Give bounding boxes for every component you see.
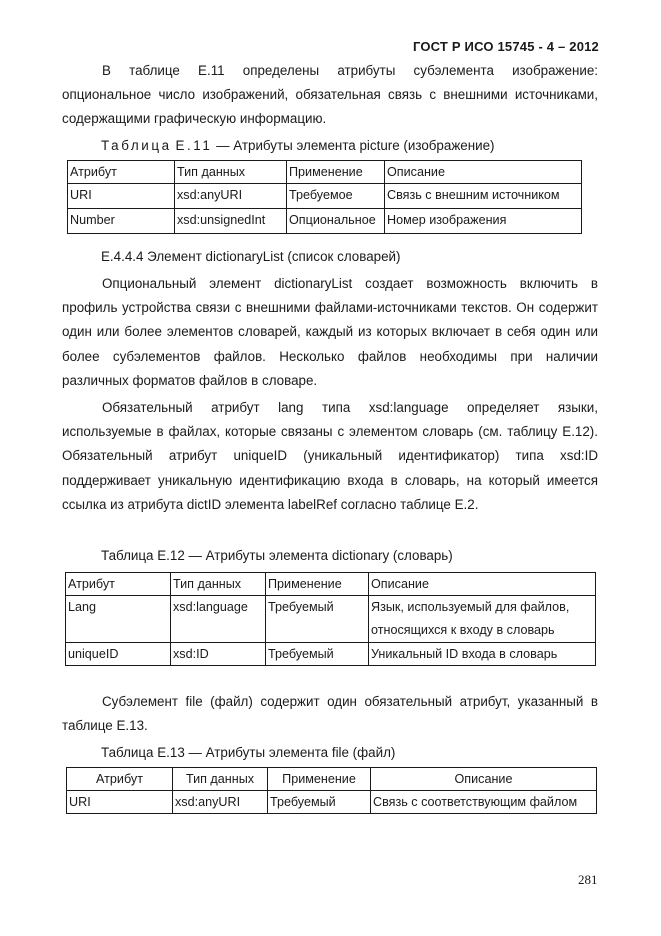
table-11 [67,160,582,234]
table-13-header-cell: Атрибут [67,768,173,791]
section-heading: Е.4.4.4 Элемент dictionaryList (список словарей) [101,249,401,264]
paragraph-3 [62,396,598,517]
table-row [66,643,596,666]
table-cell: URI [68,184,175,209]
table-13-header-row [67,768,597,791]
table-cell: xsd:anyURI [175,184,287,209]
paragraph-3-text: Обязательный атрибут lang типа xsd:language определяет языки, используемые в файлах, которые связаны с элементом словарь (см. таблицу Е.12). Обязательный атрибут uniqueID (уникальный идентификатор) типа xsd:ID поддерживает уникальную идентификацию входа в словарь, на который имеется ссылка из атрибута dictID элемента labelRef согласно таблице Е.2. [62,400,598,512]
table-11-caption-rest: — Атрибуты элемента picture (изображение) [216,138,495,153]
table-cell: uniqueID [66,643,171,666]
table-11-header-cell: Применение [287,161,385,184]
table-cell: Требуемый [266,643,369,666]
table-12-header-cell: Атрибут [66,573,171,596]
paragraph-4 [62,690,598,738]
table-cell: Number [68,209,175,234]
table-13-caption: Таблица Е.13 — Атрибуты элемента file (файл) [101,745,396,760]
table-12-header-row [66,573,596,596]
table-cell: xsd:unsignedInt [175,209,287,234]
paragraph-1-text: В таблице Е.11 определены атрибуты субэлемента изображение: опциональное число изображений, обязательная связь с внешними источниками, содержащими графическую информацию. [62,63,598,127]
table-13-header-cell: Тип данных [173,768,268,791]
table-11-header-cell: Тип данных [175,161,287,184]
table-11-caption [101,137,495,155]
table-cell: xsd:ID [171,643,266,666]
document-header: ГОСТ Р ИСО 15745 - 4 – 2012 [412,39,599,54]
table-row [68,209,582,234]
table-11-header-cell: Описание [385,161,582,184]
paragraph-1 [62,59,598,132]
table-row [67,791,597,814]
table-13-header-cell: Описание [371,768,597,791]
paragraph-4-text: Субэлемент file (файл) содержит один обязательный атрибут, указанный в таблице Е.13. [62,694,598,734]
table-cell: Требуемый [266,596,369,643]
table-row [68,184,582,209]
table-12-header-cell: Тип данных [171,573,266,596]
table-cell: Связь с внешним источником [385,184,582,209]
page-number: 281 [578,872,598,887]
table-cell: Номер изображения [385,209,582,234]
table-cell: Требуемый [268,791,371,814]
table-cell: Язык, используемый для файлов, относящихся к входу в словарь [369,596,596,643]
table-13-header-cell: Применение [268,768,371,791]
table-row [66,596,596,643]
table-cell: Требуемое [287,184,385,209]
table-12-header-cell: Описание [369,573,596,596]
table-cell: Опциональное [287,209,385,234]
table-12-header-cell: Применение [266,573,369,596]
table-11-header-row [68,161,582,184]
table-12-caption: Таблица Е.12 — Атрибуты элемента dictionary (словарь) [101,548,453,563]
table-cell: Уникальный ID входа в словарь [369,643,596,666]
table-11-caption-word: Таблица [101,138,172,153]
table-cell: xsd:anyURI [173,791,268,814]
paragraph-2 [62,272,598,393]
table-cell: Связь с соответствующим файлом [371,791,597,814]
table-13 [66,767,597,814]
table-cell: xsd:language [171,596,266,643]
table-cell: Lang [66,596,171,643]
table-12 [65,572,596,666]
table-11-caption-num: Е.11 [175,138,213,153]
table-11-header-cell: Атрибут [68,161,175,184]
table-cell: URI [67,791,173,814]
paragraph-2-text: Опциональный элемент dictionaryList создает возможность включить в профиль устройства связи с внешними файлами-источниками текстов. Он содержит один или более элементов словарей, каждый из которых включает в себя один или более субэлементов файлов. Несколько файлов необходимы при наличии различных форматов файлов в словаре. [62,276,598,388]
